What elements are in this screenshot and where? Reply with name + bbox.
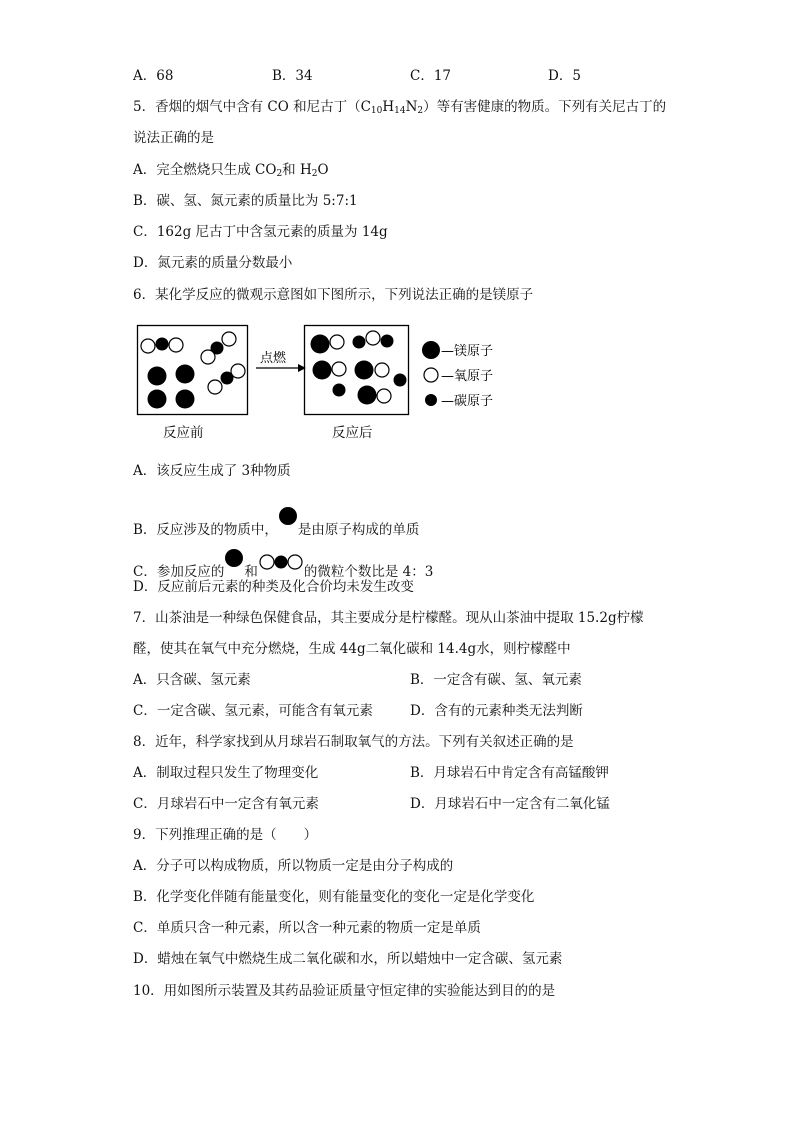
q5-option-d: D．氮元素的质量分数最小 [133,255,293,271]
q5-stem-post: ）等有害健康的物质。下列有关尼古丁的 [423,99,667,115]
q8-stem: 8．近年，科学家找到从月球岩石制取氧气的方法。下列有关叙述正确的是 [133,734,574,750]
q9-option-c: C．单质只含一种元素，所以含一种元素的物质一定是单质 [133,920,481,936]
q6-opt-c-pre: C．参加反应的 [133,564,225,580]
q9-option-a: A．分子可以构成物质，所以物质一定是由分子构成的 [133,858,454,874]
q6-option-d: D．反应前后元素的种类及化合价均未发生改变 [133,579,414,595]
arrow-label: 点燃 [260,351,287,366]
q5-option-a [133,160,329,180]
q6-option-a: A．该反应生成了 3种物质 [133,463,291,479]
q5-opt-a-pre: A．完全燃烧只生成 CO [133,162,277,178]
label-after: 反应后 [332,425,373,441]
q6-option-b [133,504,419,540]
q5-sub-h: 14 [394,106,406,116]
q6-opt-c-post: 的微粒个数比是 4：3 [303,564,434,580]
q4-option-d: D．5 [548,68,581,84]
before-particles [141,332,245,409]
mg-atom-icon [278,504,298,528]
legend-mg-icon [422,341,440,359]
q5-n: N [405,99,418,115]
legend-o-icon [424,368,438,382]
q5-stem-line2: 说法正确的是 [133,130,214,146]
q5-sub-n: 2 [417,106,424,116]
q4-option-a: A．68 [133,68,174,84]
q5-h: H [382,99,395,115]
legend-c: —碳原子 [441,394,494,409]
q4-option-b: B．34 [272,68,313,84]
q5-stem [133,97,666,117]
after-particles [311,331,407,405]
q7-stem-line2: 醛，使其在氧气中充分燃烧，生成 44g二氧化碳和 14.4g水，则柠檬醛中 [133,641,571,657]
legend-mg: —镁原子 [441,344,494,359]
label-before: 反应前 [163,425,204,441]
q7-stem-line1: 7．山茶油是一种绿色保健食品，其主要成分是柠檬醛。现从山茶油中提取 15.2g柠檬 [133,610,644,626]
q5-opt-a-sub2: 2 [311,169,318,179]
q5-option-b: B．碳、氢、氮元素的质量比为 5:7:1 [133,193,358,209]
q7-option-c: C．一定含碳、氢元素，可能含有氧元素 [133,703,373,719]
q6-reaction-diagram [130,318,530,448]
q5-stem-pre: 5．香烟的烟气中含有 CO 和尼古丁（C [133,99,371,115]
q8-option-a: A．制取过程只发生了物理变化 [133,765,319,781]
q8-option-b: B．月球岩石中肯定含有高锰酸钾 [410,765,609,781]
q5-opt-a-sub1: 2 [276,169,283,179]
q6-stem: 6．某化学反应的微观示意图如下图所示，下列说法正确的是镁原子 [133,287,534,303]
q9-option-b: B．化学变化伴随有能量变化，则有能量变化的变化一定是化学变化 [133,889,535,905]
legend-c-icon [425,394,437,406]
q7-option-b: B．一定含有碳、氢、氧元素 [410,672,582,688]
legend [422,341,493,409]
q9-stem: 9．下列推理正确的是（ ） [133,827,318,843]
q10-stem: 10．用如图所示装置及其药品验证质量守恒定律的实验能达到目的的是 [133,983,556,999]
q6-opt-b-post: 是由原子构成的单质 [297,522,420,538]
co2-molecule-icon [258,552,304,572]
mg-atom-icon [224,546,244,570]
q7-option-d: D．含有的元素种类无法判断 [410,703,583,719]
q5-option-c: C．162g 尼古丁中含氢元素的质量为 14g [133,224,388,240]
q5-opt-a-mid: 和 H [282,162,312,178]
q5-opt-a-post: O [317,162,329,178]
q9-option-d: D．蜡烛在氧气中燃烧生成二氧化碳和水，所以蜡烛中一定含碳、氢元素 [133,951,563,967]
q6-opt-c-mid: 和 [244,564,258,580]
q8-option-c: C．月球岩石中一定含有氧元素 [133,796,319,812]
q5-sub-c: 10 [370,106,383,116]
q7-option-a: A．只含碳、氢元素 [133,672,251,688]
legend-o: —氧原子 [441,369,494,384]
q6-opt-b-pre: B．反应涉及的物质中， [133,522,278,538]
q4-option-c: C．17 [410,68,452,84]
q8-option-d: D．月球岩石中一定含有二氧化锰 [410,796,610,812]
